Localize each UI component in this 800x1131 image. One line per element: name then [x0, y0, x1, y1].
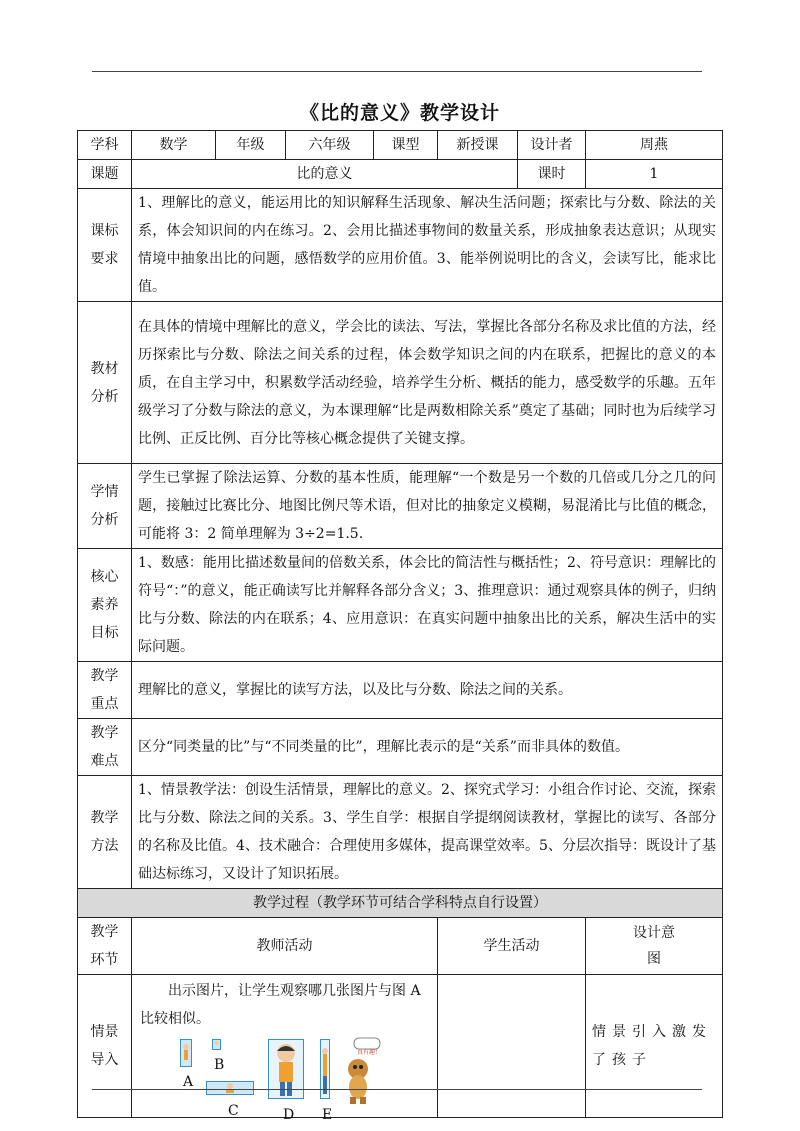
teacher-activity-text: 出示图片，让学生观察哪几张图片与图 A 比较相似。	[140, 983, 421, 1027]
figure-e-image	[320, 1039, 330, 1099]
stage-row	[78, 975, 723, 1118]
lesson-type-value: 新授课	[438, 131, 518, 160]
bottom-rule	[92, 1089, 702, 1090]
core-goals-row	[78, 549, 723, 662]
material-analysis-label: 教材 分析	[78, 302, 132, 464]
subject-label: 学科	[78, 131, 132, 160]
lesson-type-label: 课型	[374, 131, 438, 160]
key-points-text: 理解比的意义，掌握比的读写方法，以及比与分数、除法之间的关系。	[132, 662, 723, 719]
lesson-plan-table	[77, 130, 723, 1123]
subject-value: 数学	[132, 131, 216, 160]
standards-row	[78, 189, 723, 302]
process-header: 教学过程（教学环节可结合学科特点自行设置）	[78, 889, 723, 918]
core-goals-label: 核心 素养 目标	[78, 549, 132, 662]
topic-row	[78, 160, 723, 189]
difficulties-label: 教学 难点	[78, 719, 132, 776]
topic-value: 比的意义	[132, 160, 518, 189]
figure-group	[140, 1037, 429, 1123]
hours-value: 1	[586, 160, 723, 189]
figure-c-image	[206, 1081, 254, 1095]
header-row	[78, 131, 723, 160]
design-column-header: 设计意 图	[586, 918, 723, 975]
top-rule	[92, 71, 702, 72]
student-activity-cell	[438, 975, 586, 1118]
teacher-activity-cell	[132, 975, 438, 1123]
grade-value: 六年级	[286, 131, 374, 160]
hours-label: 课时	[518, 160, 586, 189]
learner-analysis-text: 学生已掌握了除法运算、分数的基本性质，能理解“一个数是另一个数的几倍或几分之几的问题，接触过比赛比分、地图比例尺等术语，但对比的抽象定义模糊，易混淆比与比值的概念，可能将 3：2 简单理解为 3÷2=1.5.	[132, 464, 723, 549]
design-intent-text: 情景引入激发了孩子	[586, 975, 723, 1118]
core-goals-text: 1、数感：能用比描述数量间的倍数关系，体会比的简洁性与概括性；2、符号意识：理解比的符号“：”的意义，能正确读写比并解释各部分含义；3、推理意识：通过观察具体的例子，归纳比与分数、除法的内在联系；4、应用意识：在真实问题中抽象出比的关系，解决生活中的实际问题。	[132, 549, 723, 662]
figure-c-label: C	[228, 1103, 239, 1119]
designer-label: 设计者	[518, 131, 586, 160]
methods-label: 教学 方法	[78, 776, 132, 889]
methods-row	[78, 776, 723, 889]
stage-column-header: 教学 环节	[78, 918, 132, 975]
teacher-column-header: 教师活动	[132, 918, 438, 975]
difficulties-text: 区分“同类量的比”与“不同类量的比”，理解比表示的是“关系”而非具体的数值。	[132, 719, 723, 776]
difficulties-row	[78, 719, 723, 776]
standards-label: 课标 要求	[78, 189, 132, 302]
process-columns-row	[78, 918, 723, 975]
figure-b-label: B	[214, 1057, 225, 1073]
material-analysis-row	[78, 302, 723, 464]
grade-label: 年级	[216, 131, 286, 160]
student-column-header: 学生活动	[438, 918, 586, 975]
process-header-row	[78, 889, 723, 918]
key-points-label: 教学 重点	[78, 662, 132, 719]
topic-label: 课题	[78, 160, 132, 189]
stage-label: 情景 导入	[78, 975, 132, 1118]
key-points-row	[78, 662, 723, 719]
methods-text: 1、情景教学法：创设生活情景，理解比的意义。2、探究式学习：小组合作讨论、交流，探索比与分数、除法之间的关系。3、学生自学：根据自学提纲阅读教材，掌握比的读写、各部分的名称及比值。4、技术融合：合理使用多媒体，提高课堂效率。5、分层次指导：既设计了基础达标练习，又设计了知识拓展。	[132, 776, 723, 889]
figure-a-image	[180, 1039, 192, 1067]
document-title: 《比的意义》教学设计	[299, 102, 500, 124]
material-analysis-text: 在具体的情境中理解比的意义，学会比的读法、写法，掌握比各部分名称及求比值的方法，经历探索比与分数、除法之间关系的过程，体会数学知识之间的内在联系，把握比的意义的本质，在自主学习中，积累数学活动经验，培养学生分析、概括的能力，感受数学的乐趣。五年级学习了分数与除法的意义，为本课理解“比是两数相除关系”奠定了基础；同时也为后续学习比例、正反比例、百分比等核心概念提供了关键支撑。	[132, 302, 723, 464]
figure-b-image	[212, 1039, 221, 1050]
learner-analysis-label: 学情 分析	[78, 464, 132, 549]
standards-text: 1、理解比的意义，能运用比的知识解释生活现象、解决生活问题；探索比与分数、除法的关系，体会知识间的内在练习。2、会用比描述事物间的数量关系，形成抽象表达意识；从现实情境中抽象出比的问题，感悟数学的应用价值。3、能举例说明比的含义，会读写比，能求比值。	[132, 189, 723, 302]
figure-d-image	[268, 1039, 304, 1099]
learner-analysis-row	[78, 464, 723, 549]
designer-value: 周燕	[586, 131, 723, 160]
figure-e-label: E	[322, 1107, 333, 1123]
speech-bubble-text: 真有趣!	[357, 1049, 378, 1056]
figure-d-label: D	[283, 1107, 295, 1123]
figure-a-label: A	[183, 1074, 194, 1090]
